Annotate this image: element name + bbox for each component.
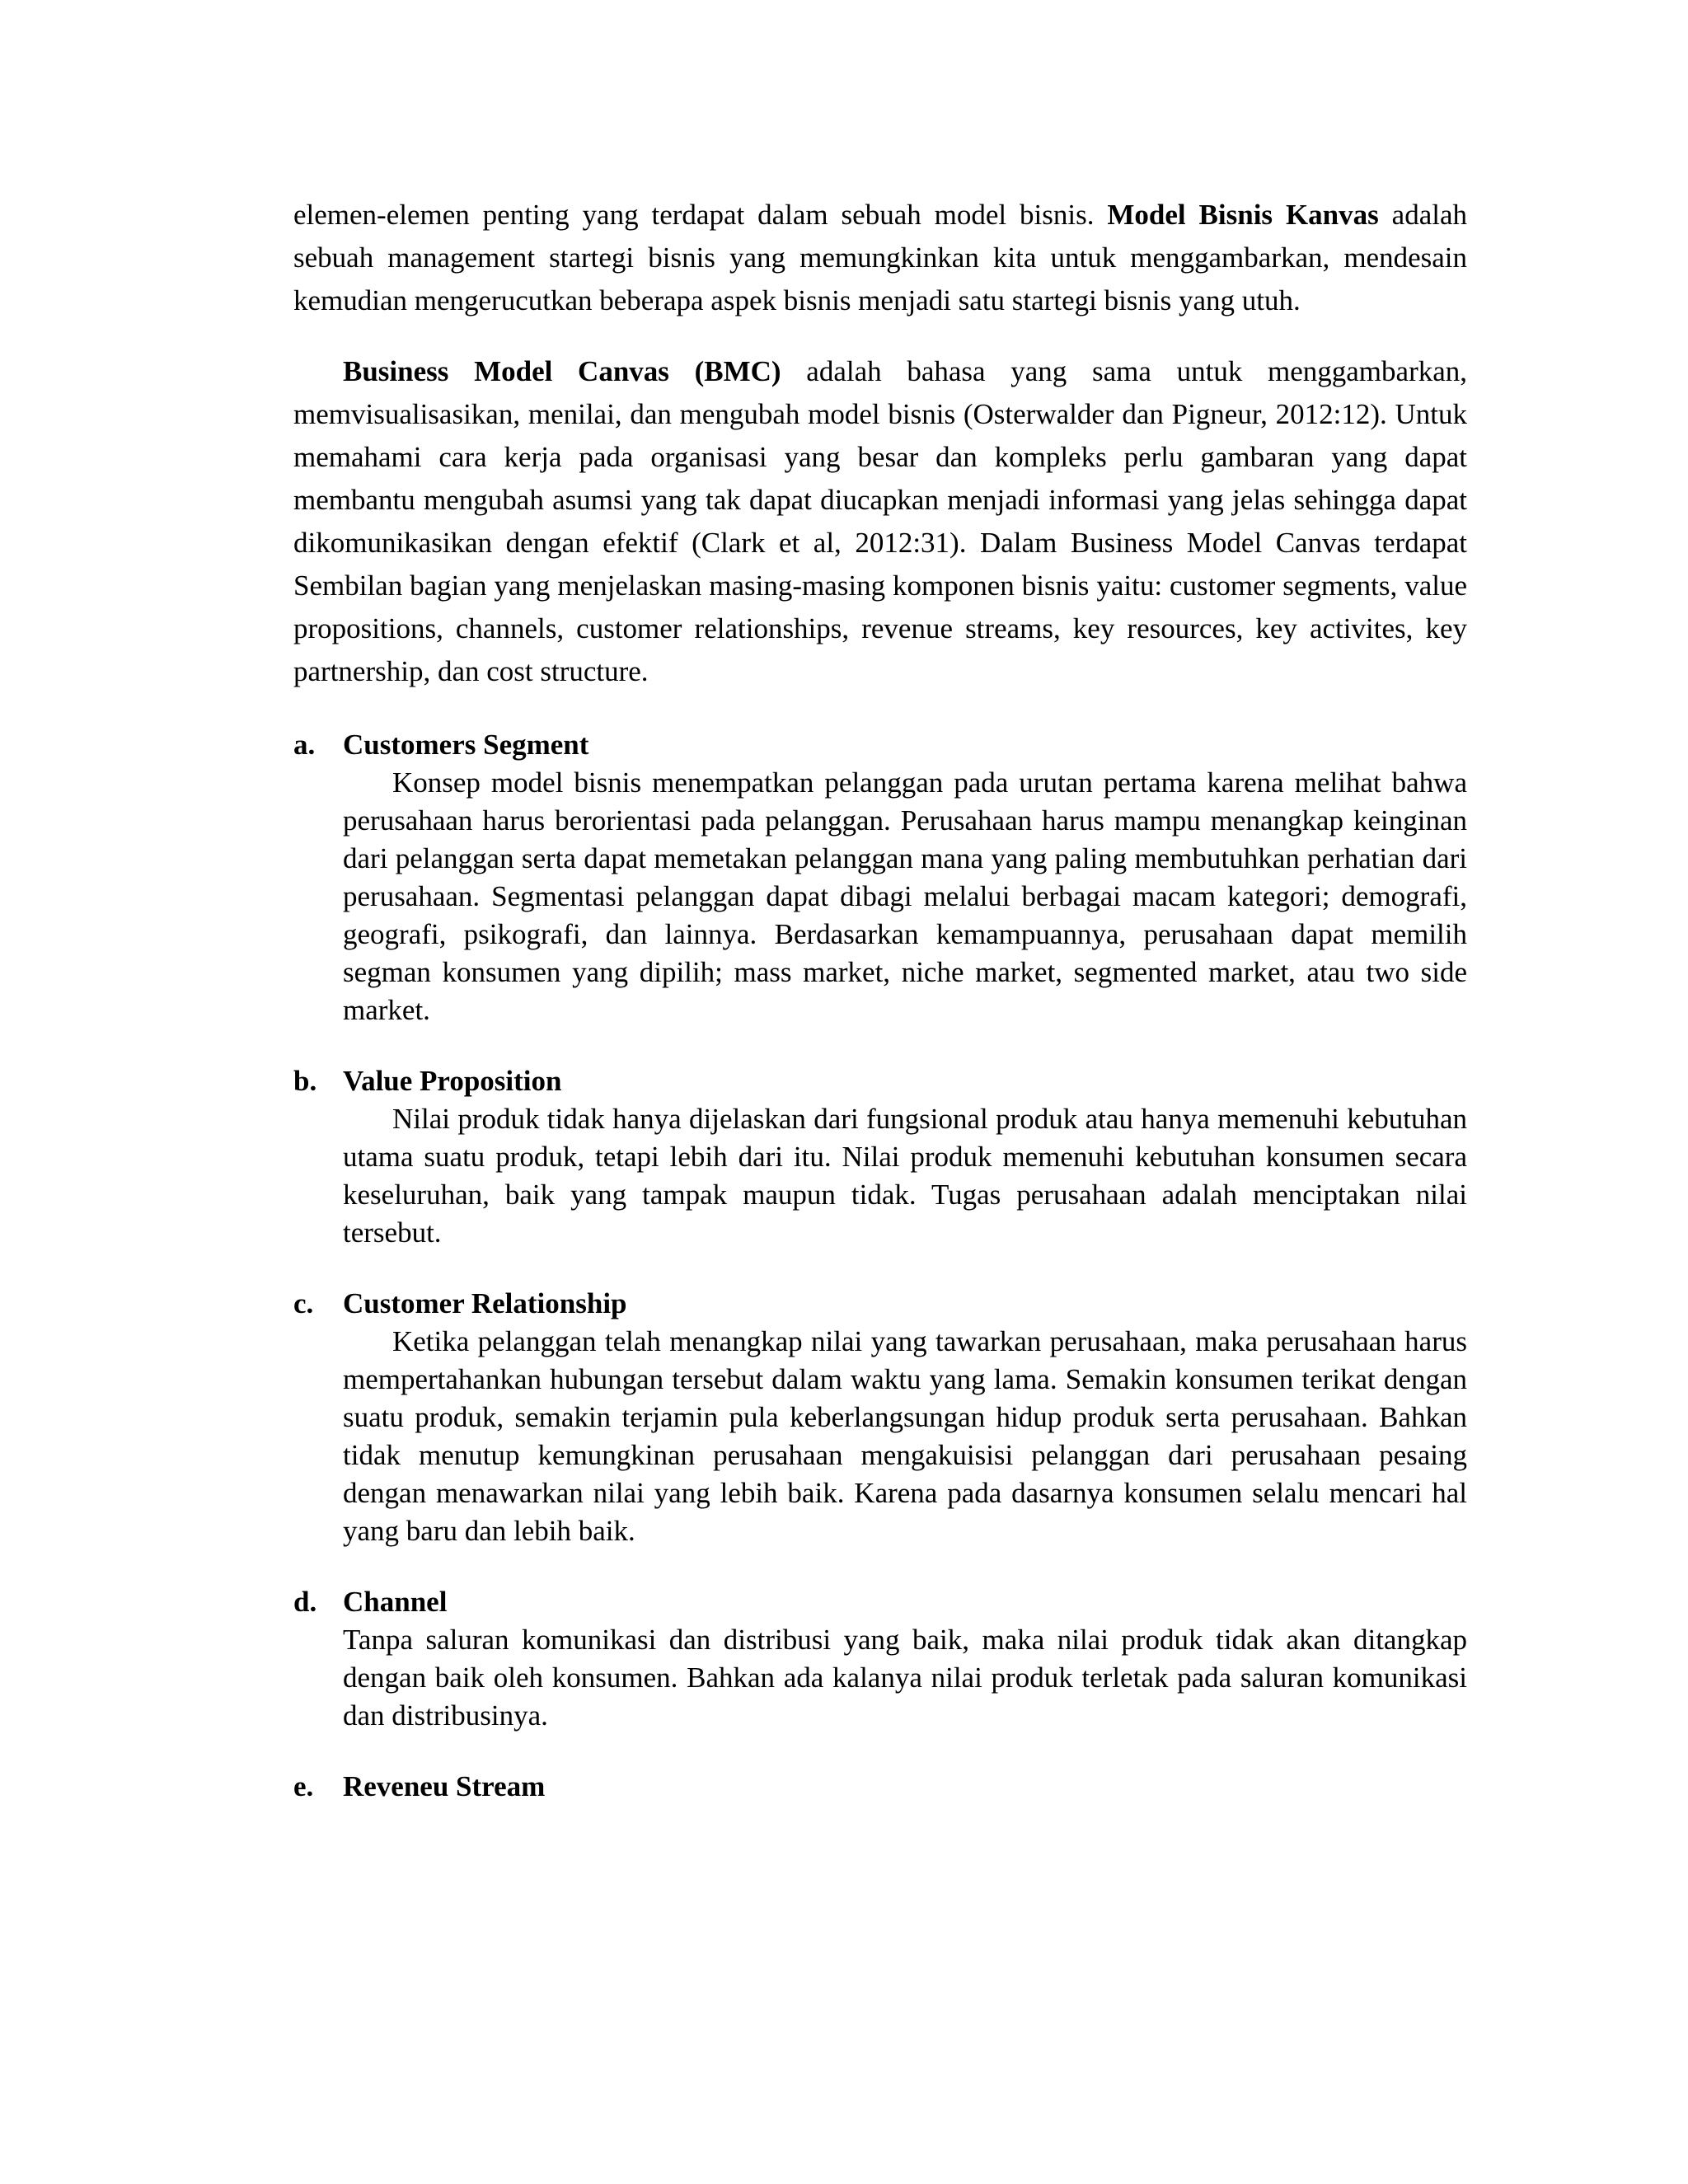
intro-text: adalah sebuah management startegi bisnis yang memungkinkan kita untuk menggambarkan, mendesain kemudian mengerucutkan beberapa aspek bisnis menjadi satu startegi bisnis yang utuh. [293,199,1467,316]
section-heading [293,1285,1467,1323]
bold-term-model-bisnis-kanvas: Model Bisnis Kanvas [1107,199,1379,231]
section-text: Ketika pelanggan telah menangkap nilai yang tawarkan perusahaan, maka perusahaan harus mempertahankan hubungan tersebut dalam waktu yang lama. Semakin konsumen terikat dengan suatu produk, semakin terjamin pula keberlangsungan hidup produk serta perusahaan. Bahkan tidak menutup kemungkinan perusahaan mengakuisisi pelanggan dari perusahaan pesaing dengan menawarkan nilai yang lebih baik. Karena pada dasarnya konsumen selalu mencari hal yang baru dan lebih baik. [343,1325,1467,1547]
list-marker: b. [293,1065,317,1097]
section-text: Tanpa saluran komunikasi dan distribusi yang baik, maka nilai produk tidak akan ditangkap dengan baik oleh konsumen. Bahkan ada kalanya nilai produk terletak pada saluran komunikasi dan distribusinya. [343,1624,1467,1732]
section-title: Customer Relationship [343,1287,627,1319]
section-title: Value Proposition [343,1065,562,1097]
intro-paragraph-1 [293,194,1467,322]
list-marker: e. [293,1770,314,1802]
section-title: Reveneu Stream [343,1770,546,1802]
section-text: Konsep model bisnis menempatkan pelanggan pada urutan pertama karena melihat bahwa perusahaan harus berorientasi pada pelanggan. Perusahaan harus mampu menangkap keinginan dari pelanggan serta dapat memetakan pelanggan mana yang paling membutuhkan perhatian dari perusahaan. Segmentasi pelanggan dapat dibagi melalui berbagai macam kategori; demografi, geografi, psikografi, dan lainnya. Berdasarkan kemampuannya, perusahaan dapat memilih segman konsumen yang dipilih; mass market, niche market, segmented market, atau two side market. [343,766,1467,1026]
section-customer-relationship [293,1285,1467,1550]
list-marker: c. [293,1287,314,1319]
intro-text: elemen-elemen penting yang terdapat dalam sebuah model bisnis. [293,199,1108,231]
section-channel [293,1583,1467,1735]
section-text: Nilai produk tidak hanya dijelaskan dari fungsional produk atau hanya memenuhi kebutuhan utama suatu produk, tetapi lebih dari itu. Nilai produk memenuhi kebutuhan konsumen secara keseluruhan, baik yang tampak maupun tidak. Tugas perusahaan adalah menciptakan nilai tersebut. [343,1103,1467,1249]
list-marker: d. [293,1586,317,1618]
intro-paragraph-2 [293,350,1467,693]
section-customers-segment [293,726,1467,1029]
bold-term-bmc: Business Model Canvas (BMC) [343,355,781,387]
section-body [293,1323,1467,1550]
section-heading [293,726,1467,764]
section-value-proposition [293,1062,1467,1252]
intro-text: adalah bahasa yang sama untuk menggambarkan, memvisualisasikan, menilai, dan mengubah model bisnis (Osterwalder dan Pigneur, 2012:12). Untuk memahami cara kerja pada organisasi yang besar dan kompleks perlu gambaran yang dapat membantu mengubah asumsi yang tak dapat diucapkan menjadi informasi yang jelas sehingga dapat dikomunikasikan dengan efektif (Clark et al, 2012:31). Dalam Business Model Canvas terdapat Sembilan bagian yang menjelaskan masing-masing komponen bisnis yaitu: customer segments, value propositions, channels, customer relationships, revenue streams, key resources, key activites, key partnership, dan cost structure. [293,355,1468,687]
section-reveneu-stream [293,1768,1467,1806]
section-title: Channel [343,1586,448,1618]
section-title: Customers Segment [343,729,589,761]
section-body [293,764,1467,1029]
section-heading [293,1062,1467,1100]
section-body [293,1621,1467,1735]
section-body [293,1100,1467,1252]
document-page [293,194,1467,1806]
section-heading [293,1583,1467,1621]
list-marker: a. [293,729,316,761]
section-heading [293,1768,1467,1806]
